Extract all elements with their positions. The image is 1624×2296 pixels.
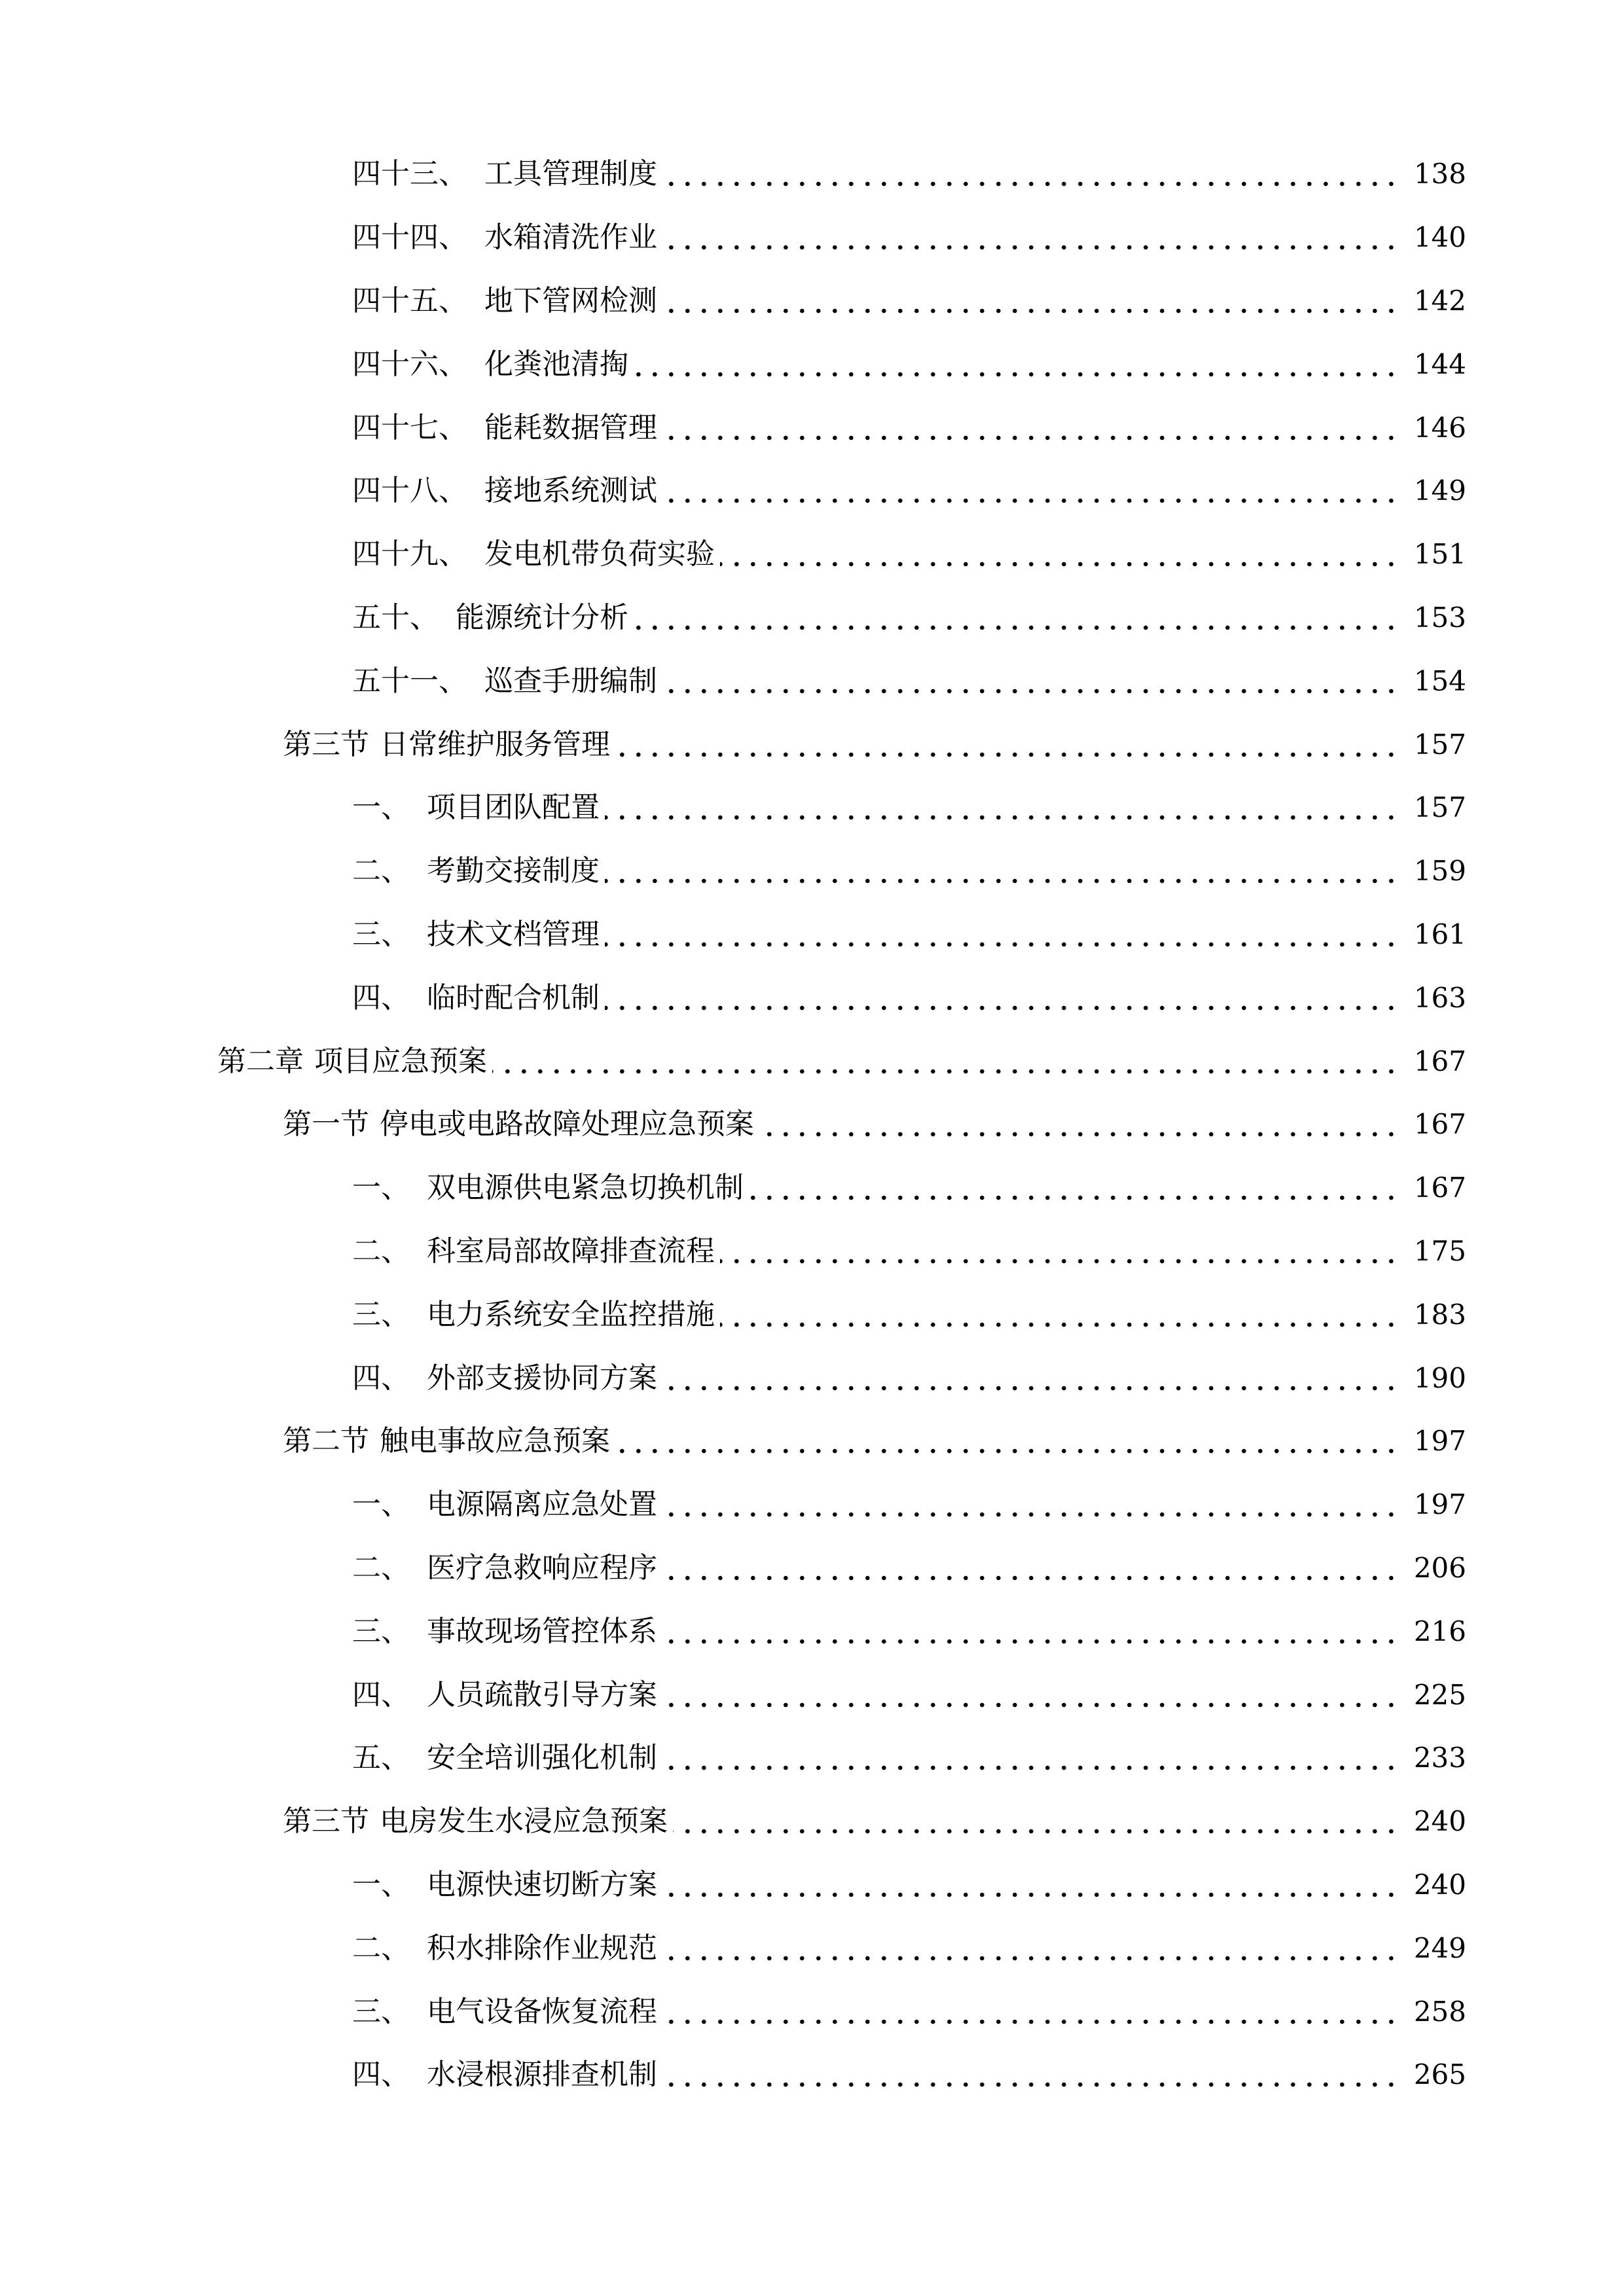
- toc-entry-page: 151: [1413, 538, 1466, 571]
- toc-entry[interactable]: [0, 459, 1624, 523]
- toc-entry-page: 240: [1413, 1805, 1466, 1838]
- toc-entry-page: 163: [1413, 981, 1466, 1014]
- dot-leader: [662, 1998, 1399, 2026]
- toc-entry-title: 电房发生水浸应急预案: [380, 1804, 668, 1839]
- toc-entry[interactable]: [0, 903, 1624, 967]
- toc-entry-page: 149: [1413, 475, 1466, 507]
- toc-entry-number: 三、: [352, 1614, 410, 1648]
- toc-entry-title: 安全培训强化机制: [427, 1741, 657, 1775]
- dot-leader: [605, 984, 1399, 1013]
- toc-entry-page: 175: [1413, 1234, 1466, 1267]
- toc-entry-number: 第二章: [217, 1044, 304, 1078]
- toc-section-entry[interactable]: [0, 1790, 1624, 1854]
- toc-entry[interactable]: [0, 1854, 1624, 1917]
- dot-leader: [662, 2060, 1399, 2089]
- toc-entry-page: 190: [1413, 1361, 1466, 1394]
- toc-entry-title: 日常维护服务管理: [380, 727, 610, 761]
- toc-section-entry[interactable]: [0, 1093, 1624, 1157]
- toc-entry-page: 144: [1413, 348, 1466, 380]
- toc-entry-page: 157: [1413, 791, 1466, 824]
- toc-entry-page: 157: [1413, 728, 1466, 761]
- toc-entry[interactable]: [0, 1157, 1624, 1220]
- toc-entry-title: 电力系统安全监控措施: [427, 1297, 715, 1331]
- dot-leader: [662, 1871, 1399, 1899]
- toc-entry-page: 154: [1413, 664, 1466, 697]
- toc-entry[interactable]: [0, 649, 1624, 713]
- dot-leader: [605, 857, 1399, 886]
- toc-entry-title: 人员疏散引导方案: [427, 1677, 657, 1712]
- toc-entry-number: 四、: [352, 1361, 410, 1395]
- toc-entry-number: 三、: [352, 917, 410, 951]
- toc-entry-number: 五十一、: [352, 664, 467, 698]
- toc-entry[interactable]: [0, 396, 1624, 459]
- toc-entry-number: 二、: [352, 1551, 410, 1585]
- toc-entry-page: 197: [1413, 1425, 1466, 1458]
- toc-entry-number: 第一节: [283, 1107, 369, 1141]
- toc-entry[interactable]: [0, 1727, 1624, 1790]
- toc-entry-number: 四、: [352, 2058, 410, 2092]
- toc-entry-number: 二、: [352, 1234, 410, 1268]
- dot-leader: [605, 920, 1399, 949]
- toc-entry-page: 206: [1413, 1551, 1466, 1584]
- toc-entry-title: 双电源供电紧急切换机制: [427, 1171, 744, 1205]
- toc-entry-number: 四十七、: [352, 410, 467, 444]
- toc-entry-number: 四十八、: [352, 474, 467, 508]
- toc-entry-title: 科室局部故障排查流程: [427, 1234, 715, 1268]
- toc-entry-number: 四十三、: [352, 157, 467, 191]
- dot-leader: [634, 350, 1399, 379]
- dot-leader: [615, 730, 1399, 759]
- dot-leader: [662, 287, 1399, 315]
- toc-entry-number: 四十六、: [352, 347, 467, 381]
- toc-entry-page: 225: [1413, 1678, 1466, 1711]
- toc-entry-number: 四十四、: [352, 221, 467, 255]
- toc-entry[interactable]: [0, 270, 1624, 333]
- toc-entry[interactable]: [0, 966, 1624, 1030]
- toc-entry-page: 233: [1413, 1742, 1466, 1774]
- toc-entry[interactable]: [0, 1220, 1624, 1283]
- toc-entry[interactable]: [0, 143, 1624, 206]
- toc-entry-number: 第三节: [283, 1804, 369, 1839]
- dot-leader: [662, 1934, 1399, 1963]
- toc-entry-title: 技术文档管理: [427, 917, 600, 951]
- toc-entry-page: 258: [1413, 1995, 1466, 2028]
- toc-entry-page: 249: [1413, 1931, 1466, 1964]
- dot-leader: [662, 1490, 1399, 1519]
- toc-section-entry[interactable]: [0, 713, 1624, 776]
- dot-leader: [662, 1744, 1399, 1772]
- toc-entry[interactable]: [0, 776, 1624, 840]
- toc-entry-title: 接地系统测试: [484, 474, 657, 508]
- dot-leader: [662, 476, 1399, 505]
- dot-leader: [759, 1110, 1399, 1139]
- toc-entry[interactable]: [0, 840, 1624, 903]
- toc-entry-page: 216: [1413, 1615, 1466, 1647]
- toc-entry-number: 五十、: [352, 600, 439, 634]
- toc-entry-page: 240: [1413, 1868, 1466, 1901]
- toc-entry-number: 第二节: [283, 1424, 369, 1458]
- toc-entry-title: 电源隔离应急处置: [427, 1488, 657, 1522]
- toc-entry-title: 临时配合机制: [427, 980, 600, 1014]
- toc-entry-title: 化粪池清掏: [484, 347, 628, 381]
- toc-entry-page: 140: [1413, 221, 1466, 254]
- dot-leader: [605, 793, 1399, 822]
- toc-entry-number: 四、: [352, 980, 410, 1014]
- toc-entry-title: 能耗数据管理: [484, 410, 657, 444]
- toc-entry-title: 考勤交接制度: [427, 854, 600, 888]
- toc-entry-number: 四、: [352, 1677, 410, 1712]
- toc-entry[interactable]: [0, 1600, 1624, 1663]
- toc-entry-title: 能源统计分析: [456, 600, 628, 634]
- toc-entry-number: 四十五、: [352, 283, 467, 317]
- dot-leader: [662, 414, 1399, 442]
- toc-entry-number: 三、: [352, 1994, 410, 2028]
- dot-leader: [662, 667, 1399, 696]
- toc-entry[interactable]: [0, 1473, 1624, 1537]
- dot-leader: [662, 1364, 1399, 1393]
- toc-entry-title: 项目应急预案: [314, 1044, 487, 1078]
- toc-entry-number: 一、: [352, 1488, 410, 1522]
- toc-entry-page: 265: [1413, 2058, 1466, 2091]
- toc-entry[interactable]: [0, 206, 1624, 270]
- toc-entry[interactable]: [0, 1663, 1624, 1727]
- toc-entry-number: 一、: [352, 1171, 410, 1205]
- toc-entry-number: 二、: [352, 1931, 410, 1965]
- toc-entry[interactable]: [0, 1346, 1624, 1410]
- toc-entry-page: 153: [1413, 601, 1466, 634]
- toc-entry-page: 142: [1413, 284, 1466, 317]
- toc-entry-title: 事故现场管控体系: [427, 1614, 657, 1648]
- toc-entry-page: 161: [1413, 918, 1466, 950]
- toc-entry-title: 积水排除作业规范: [427, 1931, 657, 1965]
- toc-entry-page: 167: [1413, 1045, 1466, 1077]
- toc-entry-title: 电源快速切断方案: [427, 1867, 657, 1901]
- dot-leader: [662, 1617, 1399, 1646]
- toc-entry-page: 159: [1413, 855, 1466, 888]
- toc-entry-number: 一、: [352, 791, 410, 825]
- toc-entry-page: 167: [1413, 1172, 1466, 1204]
- toc-entry-number: 五、: [352, 1741, 410, 1775]
- toc-entry-page: 138: [1413, 158, 1466, 190]
- toc-entry-title: 工具管理制度: [484, 157, 657, 191]
- toc-entry-number: 四十九、: [352, 537, 467, 571]
- toc-entry[interactable]: [0, 523, 1624, 586]
- dot-leader: [749, 1174, 1399, 1202]
- toc-entry-page: 197: [1413, 1488, 1466, 1521]
- toc-entry-number: 第三节: [283, 727, 369, 761]
- toc-entry-page: 167: [1413, 1108, 1466, 1141]
- toc-entry[interactable]: [0, 2043, 1624, 2107]
- toc-entry[interactable]: [0, 1980, 1624, 2043]
- toc-entry-title: 电气设备恢复流程: [427, 1994, 657, 2028]
- dot-leader: [662, 1554, 1399, 1583]
- dot-leader: [662, 160, 1399, 188]
- toc-entry[interactable]: [0, 1537, 1624, 1600]
- toc-entry-number: 二、: [352, 854, 410, 888]
- toc-entry-page: 146: [1413, 411, 1466, 444]
- toc-entry[interactable]: [0, 586, 1624, 650]
- toc-entry-title: 外部支援协同方案: [427, 1361, 657, 1395]
- toc-entry-title: 水箱清洗作业: [484, 221, 657, 255]
- toc-entry-title: 触电事故应急预案: [380, 1424, 610, 1458]
- dot-leader: [662, 223, 1399, 252]
- dot-leader: [720, 1300, 1399, 1329]
- toc-entry-number: 一、: [352, 1867, 410, 1901]
- dot-leader: [673, 1807, 1399, 1836]
- toc-entry-title: 停电或电路故障处理应急预案: [380, 1107, 754, 1141]
- dot-leader: [662, 1681, 1399, 1710]
- dot-leader: [634, 603, 1399, 632]
- toc-entry-title: 水浸根源排查机制: [427, 2058, 657, 2092]
- toc-entry-title: 发电机带负荷实验: [484, 537, 715, 571]
- toc-entry-page: 183: [1413, 1298, 1466, 1331]
- toc-section-entry[interactable]: [0, 1410, 1624, 1473]
- dot-leader: [720, 540, 1399, 569]
- dot-leader: [492, 1047, 1399, 1076]
- toc-chapter-entry[interactable]: [0, 1030, 1624, 1093]
- toc-entry-title: 巡查手册编制: [484, 664, 657, 698]
- toc-entry[interactable]: [0, 1916, 1624, 1980]
- toc-entry-title: 项目团队配置: [427, 791, 600, 825]
- dot-leader: [720, 1237, 1399, 1266]
- toc-entry-title: 医疗急救响应程序: [427, 1551, 657, 1585]
- toc-entry-number: 三、: [352, 1297, 410, 1331]
- toc-entry-title: 地下管网检测: [484, 283, 657, 317]
- toc-entry[interactable]: [0, 1283, 1624, 1346]
- dot-leader: [615, 1427, 1399, 1456]
- toc-entry[interactable]: [0, 332, 1624, 396]
- table-of-contents: [0, 143, 1624, 2107]
